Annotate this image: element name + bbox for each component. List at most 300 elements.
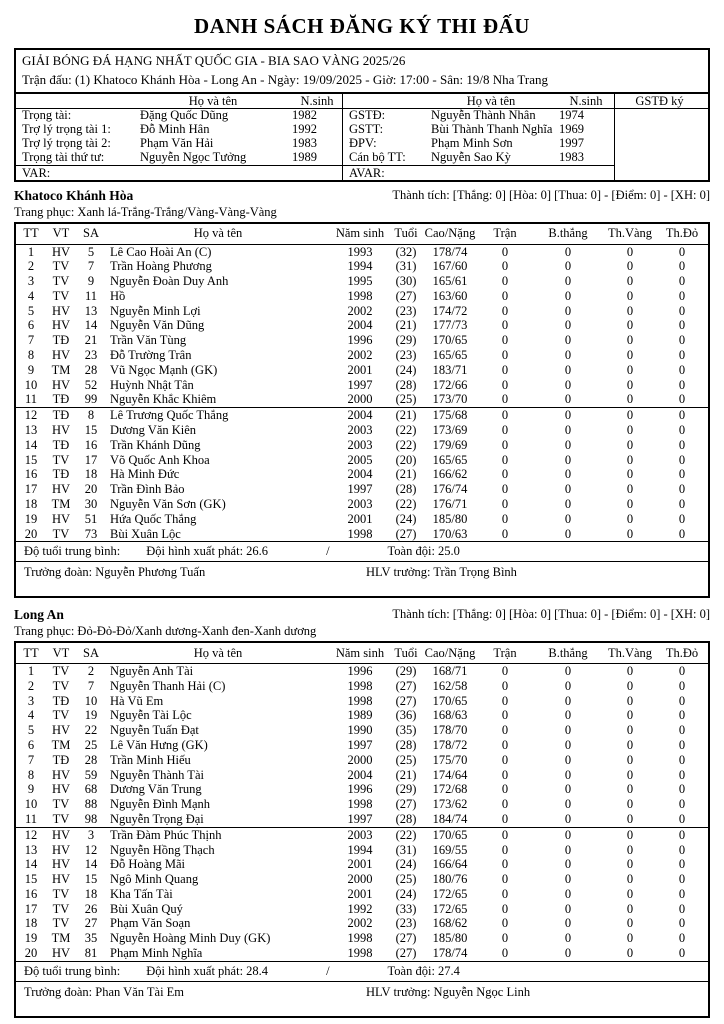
team1-heading bbox=[14, 187, 710, 204]
player-row bbox=[16, 497, 708, 512]
player-born: 2001 bbox=[347, 362, 373, 377]
player-matches: 0 bbox=[501, 452, 509, 467]
player-name: Nguyễn Đoàn Duy Anh bbox=[110, 274, 229, 289]
player-matches: 0 bbox=[501, 946, 509, 961]
player-height-weight: 165/65 bbox=[432, 348, 468, 363]
player-yellow-cards: 0 bbox=[626, 901, 634, 916]
player-number: 18 bbox=[24, 497, 38, 512]
player-row bbox=[16, 392, 708, 407]
player-yellow-cards: 0 bbox=[626, 663, 634, 678]
player-height-weight: 183/71 bbox=[432, 362, 468, 377]
referee-signature-cell bbox=[614, 109, 704, 180]
player-age: (21) bbox=[395, 767, 417, 782]
avg-age-label: Độ tuổi trung bình: bbox=[24, 963, 121, 978]
player-goals: 0 bbox=[564, 303, 572, 318]
player-born: 1989 bbox=[347, 708, 373, 723]
player-name: Vũ Ngọc Mạnh (GK) bbox=[110, 362, 218, 377]
officials-body bbox=[16, 109, 708, 180]
player-matches: 0 bbox=[501, 752, 509, 767]
player-shirt: 59 bbox=[84, 767, 98, 782]
player-name: Hứa Quốc Thắng bbox=[110, 511, 197, 526]
player-row bbox=[16, 663, 708, 678]
player-goals: 0 bbox=[564, 767, 572, 782]
player-born: 2000 bbox=[347, 872, 373, 887]
player-height-weight: 184/74 bbox=[432, 811, 468, 826]
player-row bbox=[16, 827, 708, 842]
player-height-weight: 177/73 bbox=[432, 318, 468, 333]
player-number: 5 bbox=[27, 723, 35, 738]
player-row bbox=[16, 482, 708, 497]
player-born: 1998 bbox=[347, 693, 373, 708]
player-red-cards: 0 bbox=[678, 782, 686, 797]
player-row bbox=[16, 274, 708, 289]
player-yellow-cards: 0 bbox=[626, 362, 634, 377]
player-position: TĐ bbox=[52, 437, 70, 452]
official-name: Đặng Quốc Dũng bbox=[140, 108, 229, 122]
player-matches: 0 bbox=[501, 318, 509, 333]
player-goals: 0 bbox=[564, 737, 572, 752]
player-matches: 0 bbox=[501, 333, 509, 348]
player-age: (25) bbox=[395, 872, 417, 887]
team1-starters bbox=[16, 244, 708, 408]
officials-left-column bbox=[16, 109, 342, 180]
player-shirt: 52 bbox=[84, 377, 98, 392]
player-born: 2003 bbox=[347, 423, 373, 438]
officials-col-born-right: N.sinh bbox=[569, 94, 603, 108]
player-age: (25) bbox=[395, 392, 417, 407]
team2-heading bbox=[14, 606, 710, 623]
team2-roster-head bbox=[16, 643, 708, 663]
player-born: 1996 bbox=[347, 782, 373, 797]
player-height-weight: 166/64 bbox=[432, 857, 468, 872]
player-age: (27) bbox=[395, 288, 417, 303]
player-position: HV bbox=[51, 318, 71, 333]
player-age: (28) bbox=[395, 482, 417, 497]
player-number: 15 bbox=[24, 872, 38, 887]
player-goals: 0 bbox=[564, 797, 572, 812]
official-role-label: ĐPV: bbox=[349, 136, 377, 150]
player-yellow-cards: 0 bbox=[626, 737, 634, 752]
player-goals: 0 bbox=[564, 392, 572, 407]
player-height-weight: 165/65 bbox=[432, 452, 468, 467]
player-position: HV bbox=[51, 857, 71, 872]
player-goals: 0 bbox=[564, 693, 572, 708]
team1-record: Thành tích: [Thắng: 0] [Hòa: 0] [Thua: 0] - [Điểm: 0] - [XH: 0] bbox=[392, 188, 710, 202]
official-row bbox=[16, 151, 342, 165]
player-goals: 0 bbox=[564, 318, 572, 333]
player-name: Trần Văn Tùng bbox=[110, 333, 187, 348]
player-name: Nguyễn Văn Dũng bbox=[110, 318, 205, 333]
player-age: (22) bbox=[395, 497, 417, 512]
player-matches: 0 bbox=[501, 244, 509, 259]
player-number: 12 bbox=[24, 408, 38, 423]
team2-substitutes bbox=[16, 827, 708, 961]
player-row bbox=[16, 857, 708, 872]
player-position: HV bbox=[51, 303, 71, 318]
player-born: 2001 bbox=[347, 857, 373, 872]
player-shirt: 28 bbox=[84, 752, 98, 767]
player-born: 1994 bbox=[347, 259, 373, 274]
player-yellow-cards: 0 bbox=[626, 244, 634, 259]
player-position: HV bbox=[51, 244, 71, 259]
player-shirt: 35 bbox=[84, 931, 98, 946]
player-shirt: 23 bbox=[84, 348, 98, 363]
player-red-cards: 0 bbox=[678, 333, 686, 348]
player-shirt: 51 bbox=[84, 511, 98, 526]
player-position: TV bbox=[52, 886, 70, 901]
player-height-weight: 173/62 bbox=[432, 797, 468, 812]
player-red-cards: 0 bbox=[678, 244, 686, 259]
player-row bbox=[16, 679, 708, 694]
player-position: TV bbox=[52, 274, 70, 289]
player-row bbox=[16, 318, 708, 333]
player-position: TM bbox=[51, 362, 71, 377]
player-height-weight: 185/80 bbox=[432, 931, 468, 946]
avg-age-starting: Đội hình xuất phát: 26.6 bbox=[146, 544, 269, 559]
player-height-weight: 179/69 bbox=[432, 437, 468, 452]
player-shirt: 27 bbox=[84, 916, 98, 931]
player-age: (24) bbox=[395, 362, 417, 377]
player-number: 8 bbox=[27, 767, 35, 782]
player-height-weight: 170/65 bbox=[432, 333, 468, 348]
player-shirt: 15 bbox=[84, 872, 98, 887]
officials-left-rows bbox=[16, 109, 342, 165]
player-matches: 0 bbox=[501, 693, 509, 708]
player-yellow-cards: 0 bbox=[626, 723, 634, 738]
player-born: 1992 bbox=[347, 901, 373, 916]
player-row bbox=[16, 916, 708, 931]
player-number: 4 bbox=[27, 288, 35, 303]
player-position: TV bbox=[52, 259, 70, 274]
player-matches: 0 bbox=[501, 526, 509, 541]
player-goals: 0 bbox=[564, 886, 572, 901]
player-goals: 0 bbox=[564, 708, 572, 723]
player-age: (32) bbox=[395, 244, 417, 259]
player-matches: 0 bbox=[501, 901, 509, 916]
player-age: (24) bbox=[395, 886, 417, 901]
player-goals: 0 bbox=[564, 288, 572, 303]
player-row bbox=[16, 467, 708, 482]
col-height-weight: Cao/Nặng bbox=[424, 645, 476, 660]
official-role-label: Trợ lý trọng tài 2: bbox=[22, 136, 111, 150]
player-name: Nguyễn Khắc Khiêm bbox=[110, 392, 217, 407]
player-born: 1998 bbox=[347, 946, 373, 961]
player-red-cards: 0 bbox=[678, 274, 686, 289]
player-position: TV bbox=[52, 678, 70, 693]
player-matches: 0 bbox=[501, 931, 509, 946]
official-name: Phạm Văn Hải bbox=[140, 136, 214, 150]
col-vt: VT bbox=[52, 645, 70, 660]
official-birth-year: 1982 bbox=[292, 108, 317, 122]
player-matches: 0 bbox=[501, 377, 509, 392]
col-matches: Trận bbox=[493, 226, 517, 241]
player-position: TĐ bbox=[52, 467, 70, 482]
player-name: Trần Hoàng Phương bbox=[110, 259, 212, 274]
player-goals: 0 bbox=[564, 423, 572, 438]
official-name: Nguyễn Ngọc Tưởng bbox=[140, 150, 247, 164]
player-born: 2001 bbox=[347, 886, 373, 901]
player-red-cards: 0 bbox=[678, 767, 686, 782]
player-shirt: 28 bbox=[84, 362, 98, 377]
player-matches: 0 bbox=[501, 723, 509, 738]
player-matches: 0 bbox=[501, 288, 509, 303]
col-tt: TT bbox=[23, 226, 39, 241]
player-age: (20) bbox=[395, 452, 417, 467]
player-yellow-cards: 0 bbox=[626, 408, 634, 423]
player-goals: 0 bbox=[564, 901, 572, 916]
player-name: Hà Vũ Em bbox=[110, 693, 164, 708]
player-age: (23) bbox=[395, 303, 417, 318]
player-yellow-cards: 0 bbox=[626, 437, 634, 452]
player-age: (29) bbox=[395, 663, 417, 678]
player-row bbox=[16, 378, 708, 393]
player-red-cards: 0 bbox=[678, 797, 686, 812]
player-number: 14 bbox=[24, 437, 38, 452]
player-red-cards: 0 bbox=[678, 723, 686, 738]
player-row bbox=[16, 289, 708, 304]
player-age: (33) bbox=[395, 901, 417, 916]
player-matches: 0 bbox=[501, 782, 509, 797]
player-position: TĐ bbox=[52, 408, 70, 423]
officials-table bbox=[14, 94, 710, 182]
player-yellow-cards: 0 bbox=[626, 946, 634, 961]
player-position: HV bbox=[51, 423, 71, 438]
player-number: 20 bbox=[24, 526, 38, 541]
player-number: 8 bbox=[27, 348, 35, 363]
player-shirt: 2 bbox=[87, 663, 95, 678]
player-matches: 0 bbox=[501, 274, 509, 289]
col-age: Tuổi bbox=[394, 645, 418, 660]
player-age: (36) bbox=[395, 708, 417, 723]
player-shirt: 14 bbox=[84, 318, 98, 333]
player-position: TĐ bbox=[52, 333, 70, 348]
player-position: TV bbox=[52, 288, 70, 303]
player-goals: 0 bbox=[564, 678, 572, 693]
player-number: 16 bbox=[24, 467, 38, 482]
officials-header-spacer-right bbox=[342, 94, 424, 108]
player-born: 1994 bbox=[347, 842, 373, 857]
col-vt: VT bbox=[52, 226, 70, 241]
player-number: 15 bbox=[24, 452, 38, 467]
player-shirt: 18 bbox=[84, 467, 98, 482]
official-birth-year: 1974 bbox=[559, 108, 584, 122]
player-position: HV bbox=[51, 782, 71, 797]
avg-age-team: Toàn đội: 27.4 bbox=[387, 963, 460, 978]
official-birth-year: 1983 bbox=[559, 150, 584, 164]
player-name: Nguyễn Thành Tài bbox=[110, 767, 204, 782]
player-position: HV bbox=[51, 827, 71, 842]
player-number: 20 bbox=[24, 946, 38, 961]
player-red-cards: 0 bbox=[678, 752, 686, 767]
player-goals: 0 bbox=[564, 362, 572, 377]
player-red-cards: 0 bbox=[678, 946, 686, 961]
team1-roster-head bbox=[16, 224, 708, 244]
player-matches: 0 bbox=[501, 708, 509, 723]
official-name: Phạm Minh Sơn bbox=[431, 136, 513, 150]
team2-record: Thành tích: [Thắng: 0] [Hòa: 0] [Thua: 0] - [Điểm: 0] - [XH: 0] bbox=[392, 607, 710, 622]
player-goals: 0 bbox=[564, 511, 572, 526]
player-shirt: 12 bbox=[84, 842, 98, 857]
player-name: Hà Minh Đức bbox=[110, 467, 180, 482]
player-yellow-cards: 0 bbox=[626, 482, 634, 497]
player-position: HV bbox=[51, 842, 71, 857]
player-age: (22) bbox=[395, 437, 417, 452]
player-goals: 0 bbox=[564, 244, 572, 259]
player-number: 17 bbox=[24, 901, 38, 916]
roster-header-row bbox=[16, 643, 708, 663]
player-row bbox=[16, 304, 708, 319]
team2-kit: Trang phục: Đỏ-Đỏ-Đỏ/Xanh dương-Xanh đen-Xanh dương bbox=[14, 624, 317, 639]
player-number: 3 bbox=[27, 693, 35, 708]
player-number: 2 bbox=[27, 678, 35, 693]
player-matches: 0 bbox=[501, 392, 509, 407]
tournament-name: GIẢI BÓNG ĐÁ HẠNG NHẤT QUỐC GIA - BIA SAO VÀNG 2025/26 bbox=[22, 53, 406, 68]
document-title: DANH SÁCH ĐĂNG KÝ THI ĐẤU bbox=[194, 14, 530, 38]
player-number: 10 bbox=[24, 797, 38, 812]
player-red-cards: 0 bbox=[678, 348, 686, 363]
player-number: 19 bbox=[24, 511, 38, 526]
player-red-cards: 0 bbox=[678, 318, 686, 333]
player-height-weight: 178/72 bbox=[432, 737, 468, 752]
player-born: 2004 bbox=[347, 467, 373, 482]
col-red-cards: Th.Đỏ bbox=[665, 645, 699, 660]
player-row bbox=[16, 768, 708, 783]
col-matches: Trận bbox=[493, 645, 517, 660]
player-born: 1997 bbox=[347, 377, 373, 392]
player-height-weight: 174/72 bbox=[432, 303, 468, 318]
player-position: HV bbox=[51, 767, 71, 782]
player-row bbox=[16, 843, 708, 858]
player-row bbox=[16, 694, 708, 709]
player-position: HV bbox=[51, 946, 71, 961]
player-height-weight: 167/60 bbox=[432, 259, 468, 274]
player-shirt: 99 bbox=[84, 392, 98, 407]
officials-col-sign: GSTĐ ký bbox=[614, 94, 704, 108]
player-yellow-cards: 0 bbox=[626, 318, 634, 333]
avg-age-starting: Đội hình xuất phát: 28.4 bbox=[146, 963, 269, 978]
player-red-cards: 0 bbox=[678, 362, 686, 377]
player-row bbox=[16, 902, 708, 917]
player-row bbox=[16, 512, 708, 527]
player-born: 2004 bbox=[347, 408, 373, 423]
player-shirt: 8 bbox=[87, 408, 95, 423]
player-position: TV bbox=[52, 916, 70, 931]
team1-average-age-row bbox=[16, 541, 708, 561]
player-yellow-cards: 0 bbox=[626, 288, 634, 303]
player-born: 1998 bbox=[347, 678, 373, 693]
player-number: 3 bbox=[27, 274, 35, 289]
player-age: (22) bbox=[395, 827, 417, 842]
player-row bbox=[16, 812, 708, 827]
col-age: Tuổi bbox=[394, 226, 418, 241]
player-position: TĐ bbox=[52, 752, 70, 767]
player-row bbox=[16, 708, 708, 723]
player-age: (31) bbox=[395, 259, 417, 274]
player-height-weight: 178/70 bbox=[432, 723, 468, 738]
col-height-weight: Cao/Nặng bbox=[424, 226, 476, 241]
player-height-weight: 170/65 bbox=[432, 693, 468, 708]
col-sa: SA bbox=[83, 226, 99, 241]
player-red-cards: 0 bbox=[678, 497, 686, 512]
player-red-cards: 0 bbox=[678, 857, 686, 872]
player-red-cards: 0 bbox=[678, 693, 686, 708]
player-number: 14 bbox=[24, 857, 38, 872]
official-birth-year: 1992 bbox=[292, 122, 317, 136]
player-born: 2000 bbox=[347, 752, 373, 767]
player-goals: 0 bbox=[564, 333, 572, 348]
player-name: Trần Khánh Dũng bbox=[110, 437, 201, 452]
player-number: 19 bbox=[24, 931, 38, 946]
player-name: Nguyễn Thanh Hải (C) bbox=[110, 678, 226, 693]
player-height-weight: 175/70 bbox=[432, 752, 468, 767]
player-height-weight: 174/64 bbox=[432, 767, 468, 782]
player-age: (29) bbox=[395, 782, 417, 797]
var-label: VAR: bbox=[16, 165, 342, 180]
player-age: (27) bbox=[395, 693, 417, 708]
official-row bbox=[343, 109, 614, 123]
player-name: Phạm Văn Soạn bbox=[110, 916, 191, 931]
team2-head-coach: HLV trưởng: Nguyễn Ngọc Linh bbox=[366, 984, 531, 999]
player-yellow-cards: 0 bbox=[626, 752, 634, 767]
player-position: TV bbox=[52, 811, 70, 826]
team1-substitutes bbox=[16, 408, 708, 542]
player-age: (24) bbox=[395, 511, 417, 526]
player-goals: 0 bbox=[564, 811, 572, 826]
player-yellow-cards: 0 bbox=[626, 467, 634, 482]
player-matches: 0 bbox=[501, 797, 509, 812]
player-number: 4 bbox=[27, 708, 35, 723]
player-name: Bùi Xuân Quý bbox=[110, 901, 183, 916]
player-number: 16 bbox=[24, 886, 38, 901]
player-shirt: 22 bbox=[84, 723, 98, 738]
player-height-weight: 172/65 bbox=[432, 886, 468, 901]
player-height-weight: 169/55 bbox=[432, 842, 468, 857]
player-name: Lê Văn Hưng (GK) bbox=[110, 737, 208, 752]
player-yellow-cards: 0 bbox=[626, 693, 634, 708]
player-name: Huỳnh Nhật Tân bbox=[110, 377, 194, 392]
player-born: 2004 bbox=[347, 318, 373, 333]
player-height-weight: 176/74 bbox=[432, 482, 468, 497]
player-yellow-cards: 0 bbox=[626, 274, 634, 289]
player-red-cards: 0 bbox=[678, 931, 686, 946]
official-name: Nguyễn Thành Nhân bbox=[431, 108, 536, 122]
player-yellow-cards: 0 bbox=[626, 526, 634, 541]
player-age: (27) bbox=[395, 678, 417, 693]
player-number: 13 bbox=[24, 842, 38, 857]
player-goals: 0 bbox=[564, 723, 572, 738]
player-age: (21) bbox=[395, 408, 417, 423]
player-yellow-cards: 0 bbox=[626, 767, 634, 782]
player-height-weight: 178/74 bbox=[432, 244, 468, 259]
player-goals: 0 bbox=[564, 452, 572, 467]
player-number: 11 bbox=[24, 392, 38, 407]
player-age: (27) bbox=[395, 797, 417, 812]
player-row bbox=[16, 408, 708, 423]
player-matches: 0 bbox=[501, 886, 509, 901]
team1-roster-table bbox=[16, 224, 708, 541]
player-position: HV bbox=[51, 723, 71, 738]
player-shirt: 7 bbox=[87, 678, 95, 693]
player-name: Nguyễn Tuấn Đạt bbox=[110, 723, 199, 738]
player-born: 2004 bbox=[347, 767, 373, 782]
player-red-cards: 0 bbox=[678, 511, 686, 526]
player-goals: 0 bbox=[564, 437, 572, 452]
player-shirt: 11 bbox=[84, 288, 98, 303]
player-matches: 0 bbox=[501, 811, 509, 826]
player-goals: 0 bbox=[564, 782, 572, 797]
player-born: 1997 bbox=[347, 482, 373, 497]
player-red-cards: 0 bbox=[678, 408, 686, 423]
